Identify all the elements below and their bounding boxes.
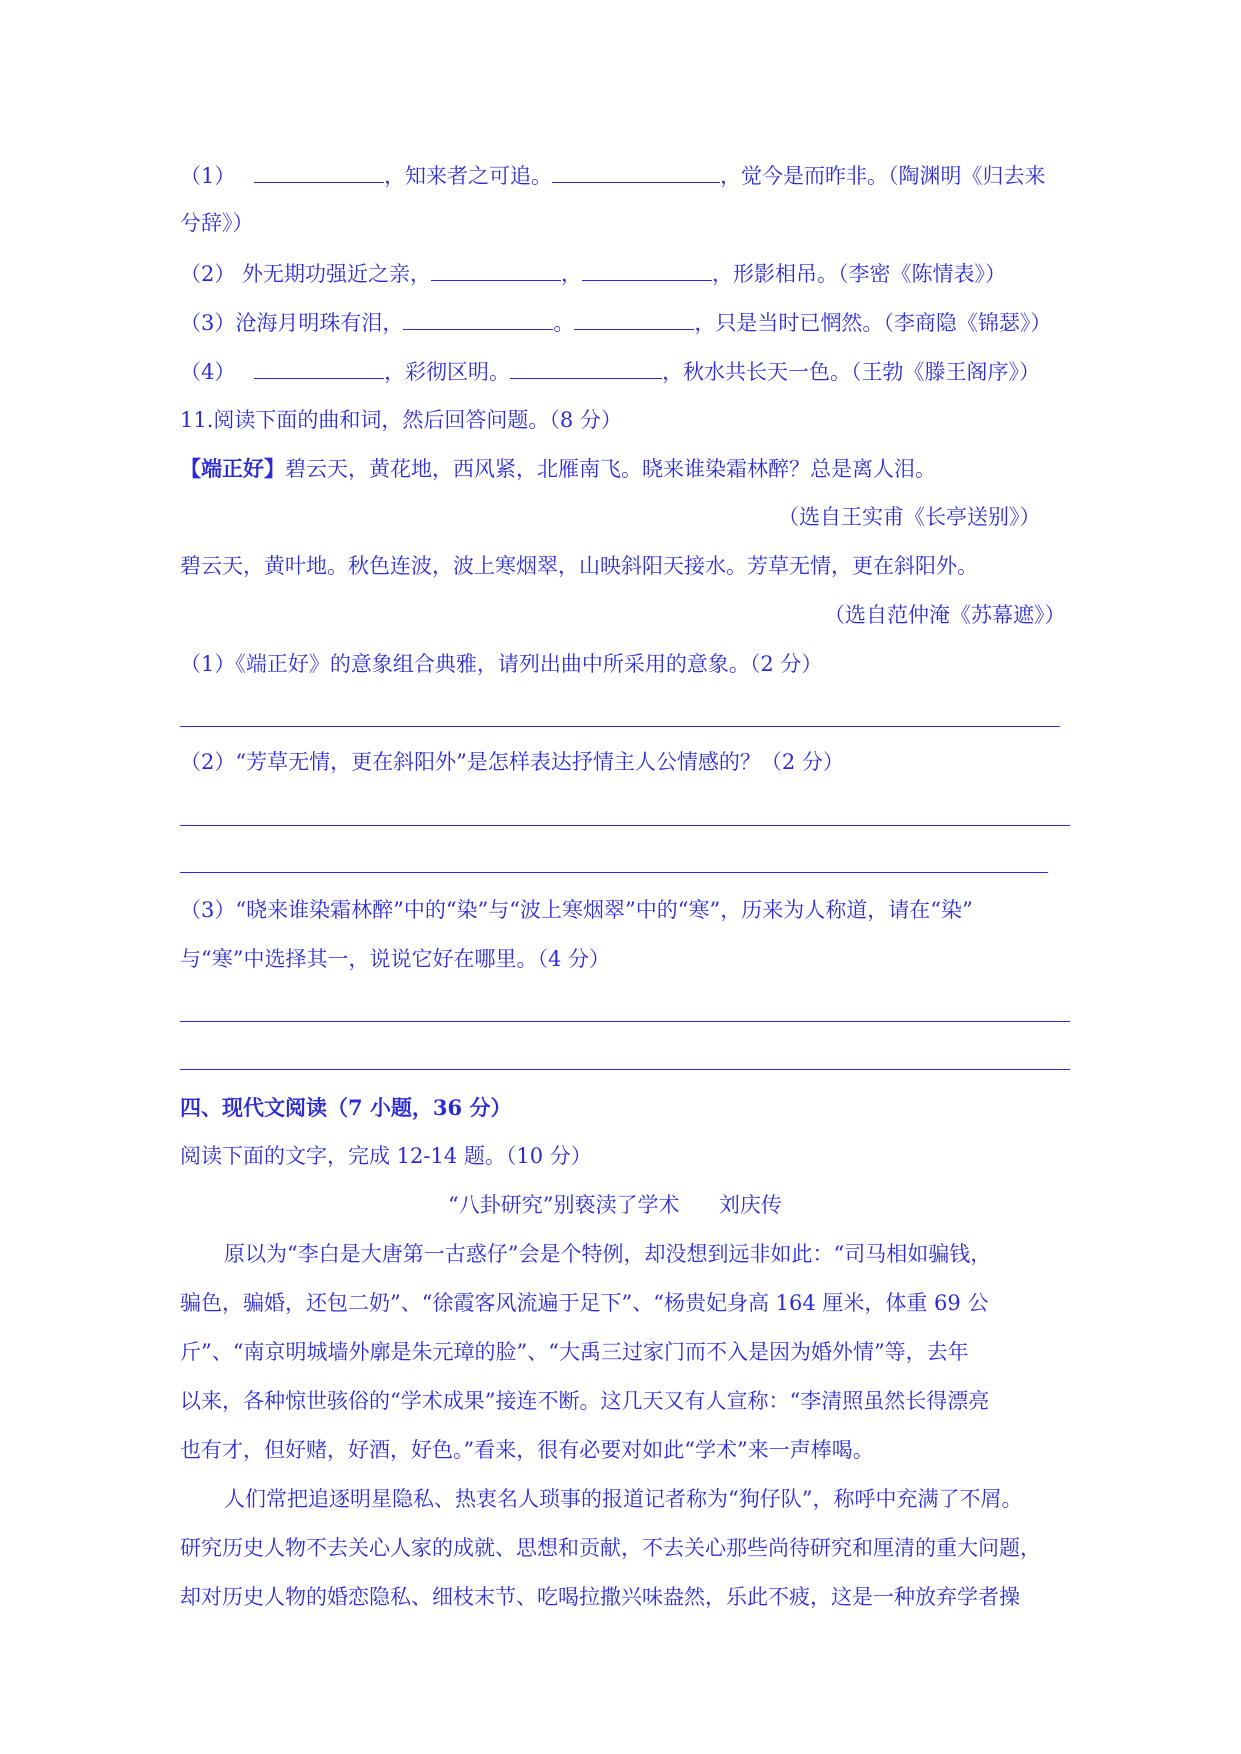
q10-item-1-label: （1） [180, 164, 236, 188]
q10-item-1 [180, 164, 1046, 187]
q11-sub-2: （2）“芳草无情，更在斜阳外”是怎样表达抒情主人公情感的？（2 分） [180, 750, 844, 774]
q10-item-2-comma: ， [561, 262, 583, 286]
answer-blank[interactable] [403, 311, 553, 330]
article-title-line [448, 1195, 782, 1216]
q10-item-2-text: （2） 外无期功强近之亲， [180, 262, 432, 286]
poem-2-source: （选自范仲淹《苏幕遮》） [824, 603, 1066, 627]
q10-item-4-text: ，彩彻区明。 [384, 360, 511, 384]
section-intro: 阅读下面的文字，完成 12-14 题。（10 分） [180, 1144, 592, 1168]
poem-1-source: （选自王实甫《长亭送别》） [778, 505, 1041, 529]
article-title: “八卦研究”别亵渎了学术 [448, 1193, 680, 1217]
q11-poem-1 [180, 458, 936, 480]
answer-line[interactable] [180, 726, 1060, 727]
article-p2-line-2: 研究历史人物不去关心人家的成就、思想和贡献，不去关心那些尚待研究和厘清的重大问题， [180, 1536, 1041, 1560]
q10-item-3 [180, 311, 1051, 334]
q10-item-1-cont: 兮辞》） [180, 211, 254, 235]
answer-blank[interactable] [510, 360, 662, 379]
q10-item-3-source: ，只是当时已惘然。（李商隐《锦瑟》） [694, 311, 1052, 335]
answer-blank[interactable] [431, 262, 561, 281]
article-p1-line-1: 原以为“李白是大唐第一古惑仔”会是个特例，却没想到远非如此：“司马相如骗钱， [224, 1242, 992, 1266]
answer-blank[interactable] [254, 360, 384, 379]
answer-line[interactable] [180, 1069, 1070, 1070]
q10-item-4-source: ，秋水共长天一色。（王勃《滕王阁序》） [662, 360, 1041, 384]
q11-sub-3-cont: 与“寒”中选择其一，说说它好在哪里。（4 分） [180, 947, 611, 971]
q10-item-1-text: ，知来者之可追。 [384, 164, 553, 188]
q11-sub-1: （1）《端正好》的意象组合典雅，请列出曲中所采用的意象。（2 分） [180, 652, 823, 676]
q10-item-3-text: （3）沧海月明珠有泪， [180, 311, 404, 335]
article-p1-line-2: 骗色，骗婚，还包二奶”、“徐霞客风流遍于足下”、“杨贵妃身高 164 厘米，体重 69 公 [180, 1291, 989, 1315]
article-author: 刘庆传 [718, 1193, 782, 1217]
answer-line[interactable] [180, 1021, 1070, 1022]
q11-poem-2: 碧云天，黄叶地。秋色连波，波上寒烟翠，山映斜阳天接水。芳草无情，更在斜阳外。 [180, 554, 978, 578]
q11-sub-3: （3）“晓来谁染霜林醉”中的“染”与“波上寒烟翠”中的“寒”，历来为人称道，请在“染” [180, 898, 973, 922]
q10-item-4 [180, 360, 1040, 383]
q10-item-1-source: ，觉今是而昨非。（陶渊明《归去来 [720, 164, 1046, 188]
article-p2-line-3: 却对历史人物的婚恋隐私、细枝末节、吃喝拉撒兴味盎然，乐此不疲，这是一种放弃学者操 [180, 1585, 1020, 1609]
article-p1-line-3: 斤”、“南京明城墙外廓是朱元璋的脸”、“大禹三过家门而不入是因为婚外情”等，去年 [180, 1340, 969, 1364]
q10-item-3-period: 。 [553, 311, 575, 335]
q10-item-2-source: ，形影相吊。（李密《陈情表》） [712, 262, 1007, 286]
article-p1-line-5: 也有才，但好赌，好酒，好色。”看来，很有必要对如此“学术”来一声棒喝。 [180, 1438, 874, 1462]
q10-item-4-label: （4） [180, 360, 236, 384]
article-p2-line-1: 人们常把追逐明星隐私、热衷名人琐事的报道记者称为“狗仔队”，称呼中充满了不屑。 [224, 1487, 1023, 1511]
answer-blank[interactable] [574, 311, 694, 330]
answer-blank[interactable] [552, 164, 720, 183]
answer-line[interactable] [180, 872, 1048, 873]
section-heading: 四、现代文阅读（7 小题，36 分） [180, 1095, 512, 1120]
answer-blank[interactable] [582, 262, 712, 281]
poem-1-text: 碧云天，黄花地，西风紧，北雁南飞。晓来谁染霜林醉？总是离人泪。 [285, 457, 936, 481]
poem-tag: 【端正好】 [180, 456, 285, 481]
answer-blank[interactable] [254, 164, 384, 183]
answer-line[interactable] [180, 825, 1070, 826]
q10-item-2 [180, 262, 1006, 285]
article-p1-line-4: 以来，各种惊世骇俗的“学术成果”接连不断。这几天又有人宣称：“李清照虽然长得漂亮 [180, 1389, 990, 1413]
q11-heading: 11.阅读下面的曲和词，然后回答问题。（8 分） [180, 408, 622, 432]
